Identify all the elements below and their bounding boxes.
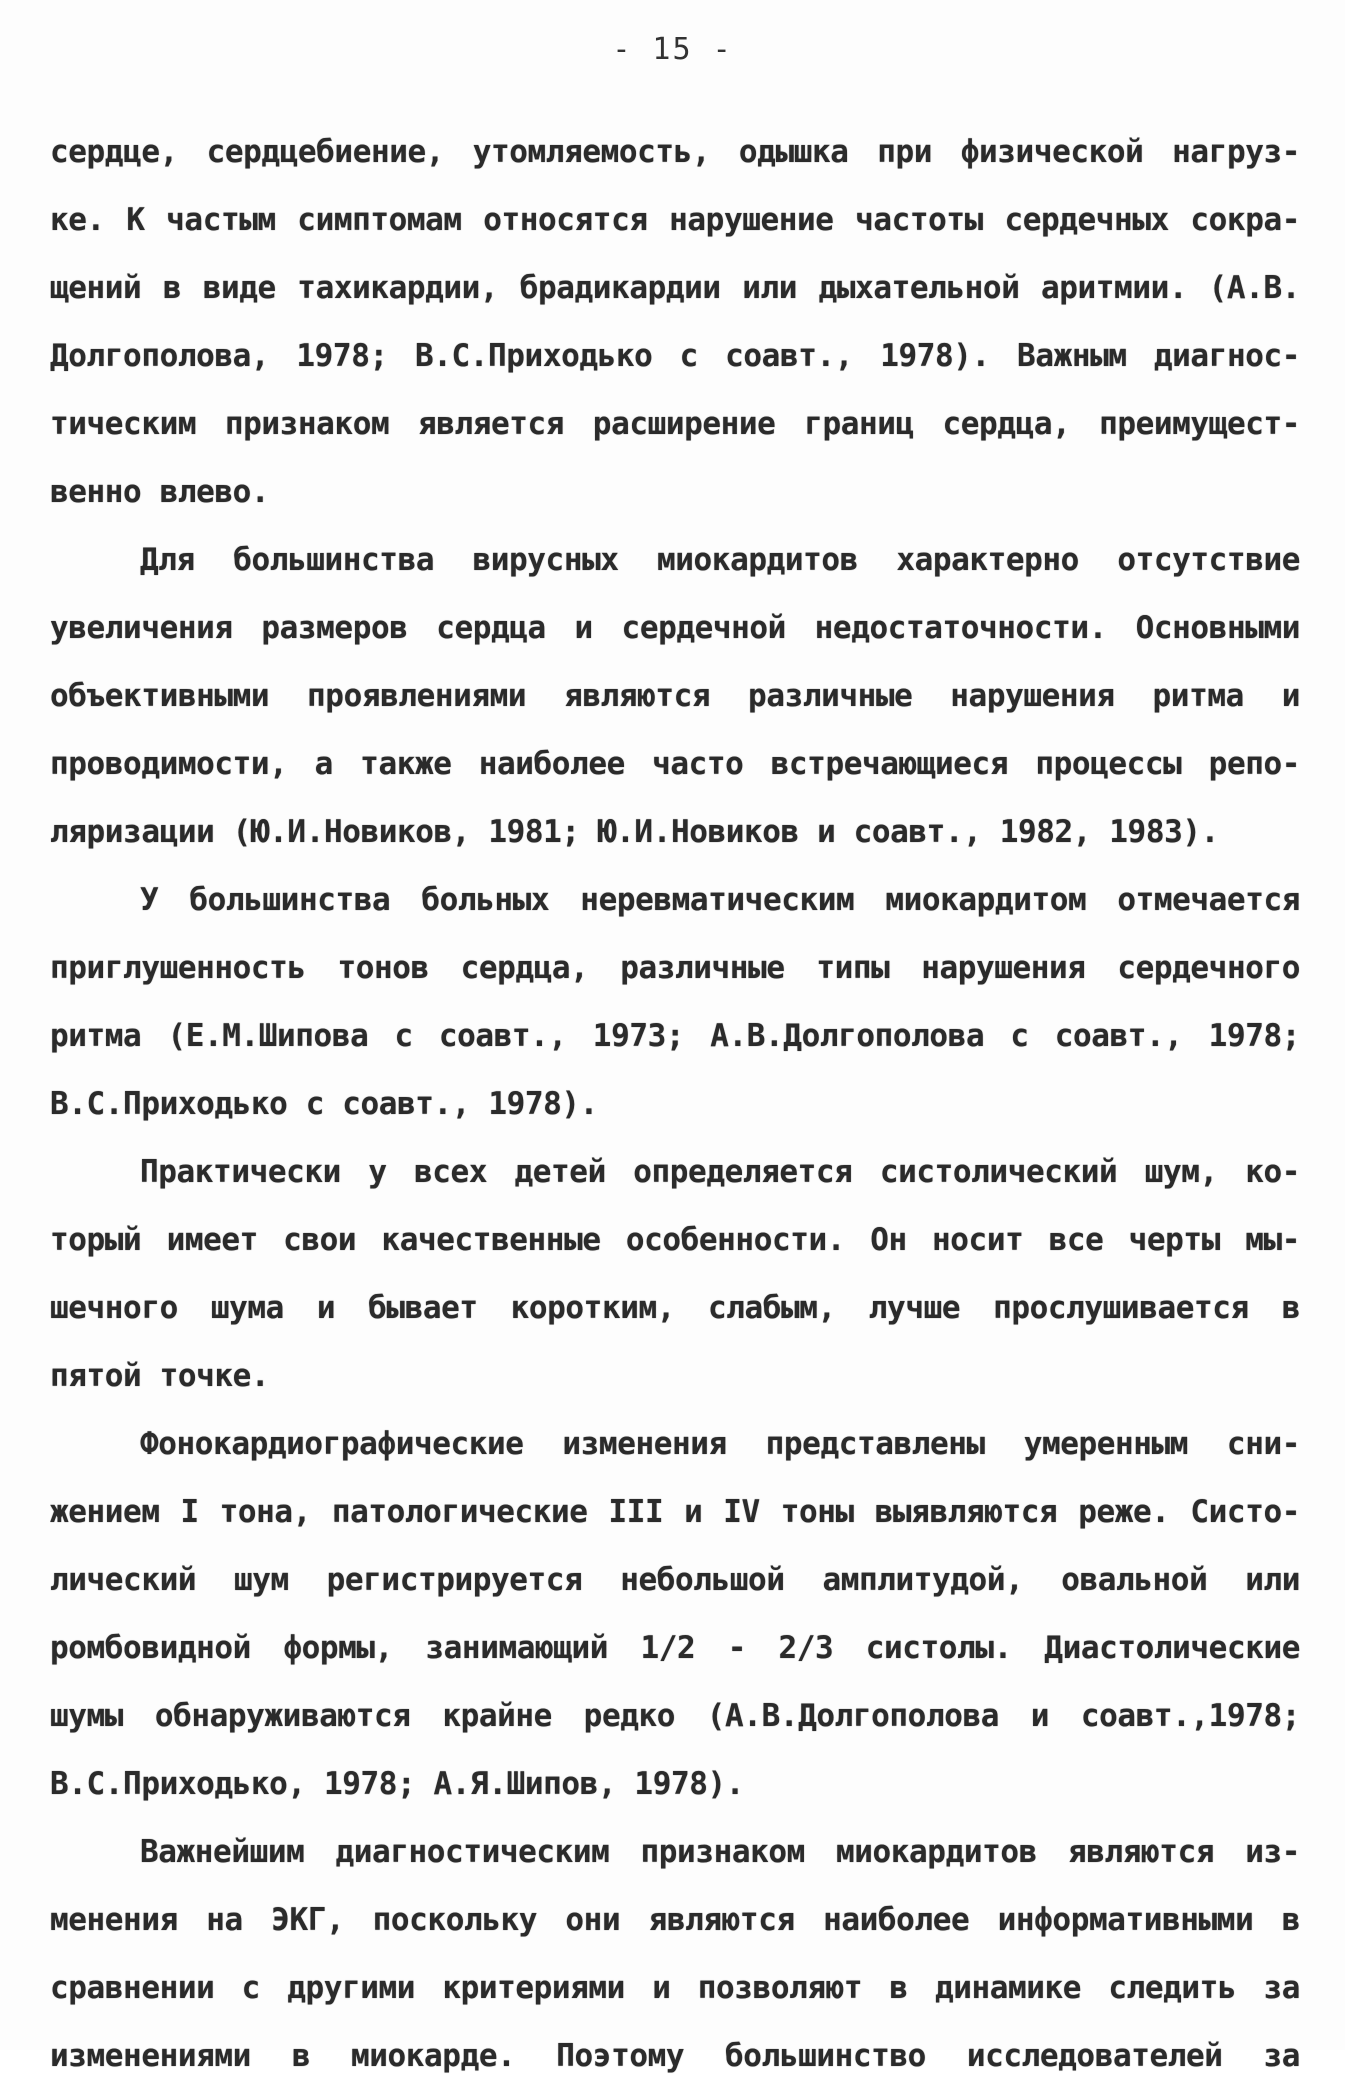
paragraph-3 [50, 866, 1300, 1138]
text-line: пятой точке. [50, 1358, 270, 1394]
paragraph-1 [50, 118, 1300, 526]
text-line: торый имеет свои качественные особенности. Он носит все черты мы- [50, 1222, 1300, 1258]
paragraph-5 [50, 1410, 1300, 1818]
text-line: ромбовидной формы, занимающий 1/2 - 2/3 систолы. Диастолические [50, 1630, 1300, 1666]
text-line: В.С.Приходько с соавт., 1978). [50, 1086, 598, 1122]
text-line: объективными проявлениями являются различные нарушения ритма и [50, 678, 1300, 714]
text-line: сердце, сердцебиение, утомляемость, одышка при физической нагруз- [50, 134, 1300, 170]
text-line: изменениями в миокарде. Поэтому большинство исследователей за [50, 2038, 1300, 2074]
text-line: венно влево. [50, 474, 270, 510]
text-line: В.С.Приходько, 1978; А.Я.Шипов, 1978). [50, 1766, 745, 1802]
text-line: ритма (Е.М.Шипова с соавт., 1973; А.В.Долгополова с соавт., 1978; [50, 1018, 1300, 1054]
page-number: - 15 - [612, 32, 733, 67]
text-line: шечного шума и бывает коротким, слабым, лучше прослушивается в [50, 1290, 1300, 1326]
text-line: проводимости, а также наиболее часто встречающиеся процессы репо- [50, 746, 1300, 782]
text-line: Долгополова, 1978; В.С.Приходько с соавт., 1978). Важным диагнос- [50, 338, 1300, 374]
text-line: ляризации (Ю.И.Новиков, 1981; Ю.И.Новиков и соавт., 1982, 1983). [50, 814, 1219, 850]
paragraph-2 [50, 526, 1300, 866]
text-line: Для большинства вирусных миокардитов характерно отсутствие [140, 542, 1300, 578]
paragraph-6 [50, 1818, 1300, 2090]
text-line: щений в виде тахикардии, брадикардии или дыхательной аритмии. (А.В. [50, 270, 1300, 306]
text-line: менения на ЭКГ, поскольку они являются наиболее информативными в [50, 1902, 1300, 1938]
text-line: шумы обнаруживаются крайне редко (А.В.Долгополова и соавт.,1978; [50, 1698, 1300, 1734]
text-line: Важнейшим диагностическим признаком миокардитов являются из- [140, 1834, 1300, 1870]
text-line: тическим признаком является расширение границ сердца, преимущест- [50, 406, 1300, 442]
text-line: сравнении с другими критериями и позволяют в динамике следить за [50, 1970, 1300, 2006]
text-line: Практически у всех детей определяется систолический шум, ко- [140, 1154, 1300, 1190]
text-line: приглушенность тонов сердца, различные типы нарушения сердечного [50, 950, 1300, 986]
paragraph-4 [50, 1138, 1300, 1410]
text-line: жением I тона, патологические III и IV тоны выявляются реже. Систо- [50, 1494, 1300, 1530]
text-line: ке. К частым симптомам относятся нарушение частоты сердечных сокра- [50, 202, 1300, 238]
text-line: У большинства больных неревматическим миокардитом отмечается [140, 882, 1300, 918]
body-text [50, 118, 1300, 2090]
text-line: лический шум регистрируется небольшой амплитудой, овальной или [50, 1562, 1300, 1598]
text-line: Фонокардиографические изменения представлены умеренным сни- [140, 1426, 1300, 1462]
text-line: увеличения размеров сердца и сердечной недостаточности. Основными [50, 610, 1300, 646]
